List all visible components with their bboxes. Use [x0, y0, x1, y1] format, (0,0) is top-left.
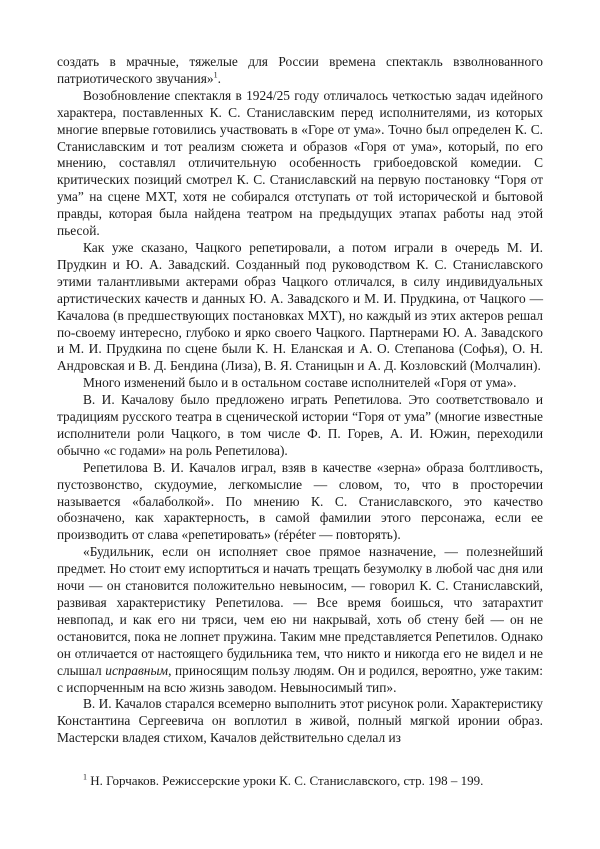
paragraph-kachalov-offer [57, 392, 543, 460]
paragraph-revival [57, 88, 543, 240]
text-run: В. И. Качалову было предложено играть Репетилова. Это соответствовало и традициям русского театра в сценической истории “Горя от ума” (многие известные исполнители роли Чацкого, в том числе Ф. П. Горев, А. И. Южин, переходили обычно «с годами» на роль Репетилова). [57, 392, 543, 458]
text-run: Много изменений было и в остальном составе исполнителей «Горя от ума». [83, 375, 517, 391]
paragraph-kachalov-role [57, 696, 543, 747]
text-run: «Будильник, если он исполняет свое прямое назначение, — полезнейший предмет. Но стоит ему испортиться и начать трещать безумолку в любой час дня или ночи — он становится положительно невыносим, — говорил К. С. Станиславский, развивая характеристику Репетилова. — Все время боишься, что затарахтит невпопад, и как его ни тряси, чем ею ни накрывай, хоть об стену бей — он не остановится, пока не лопнет пружина. Таким мне представляется Репетилов. Однако он отличается от настоящего будильника тем, что никто и никогда его не видел и не слышал [57, 544, 543, 678]
body-text [57, 54, 543, 747]
text-run: Как уже сказано, Чацкого репетировали, а потом играли в очередь М. И. Прудкин и Ю. А. Завадский. Созданный под руководством К. С. Станиславского этими талантливыми актерами образ Чацкого отличался, в силу индивидуальных артистических качеств и данных Ю. А. Завадского и М. И. Прудкина, от Чацкого — Качалова (в предшествующих постановках МХТ), но каждый из этих актеров решал по-своему интересно, глубоко и ярко своего Чацкого. Партнерами Ю. А. Завадского и М. И. Прудкина по сцене были К. Н. Еланская и А. О. Степанова (Софья), О. Н. Андровская и В. Д. Бендина (Лиза), В. Я. Станицын и А. Д. Козловский (Молчалин). [57, 239, 543, 374]
paragraph-continuation [57, 54, 543, 88]
text-run: Возобновление спектакля в 1924/25 году отличалось четкостью задач идейного характера, поставленных К. С. Станиславским перед исполнителями, из которых многие впервые готовились участвовать в «Горе от ума». Точно был определен К. С. Станиславским и тот реализм сюжета и образов «Горя от ума», который, по его мнению, составлял отличительную особенность грибоедовской комедии. С критических позиций смотрел К. С. Станиславский на первую постановку “Горя от ума” на сцене МХТ, хотя не собирался отступать от той исторической и бытовой правды, которая была найдена театром на предыдущих этапах работы над этой пьесой. [57, 87, 543, 239]
text-run: В. И. Качалов старался всемерно выполнить этот рисунок роли. Характеристику Константина Сергеевича он воплотил в живой, полный мягкой иронии образ. Мастерски владея стихом, Качалов действительно сделал из [57, 696, 543, 746]
text-run: , приносящим пользу людям. Он и родился, вероятно, уже таким: с испорченным на всю жизнь заводом. Невыносимый тип». [57, 662, 543, 695]
paragraph-alarm-clock-quote [57, 544, 543, 696]
paragraph-repetilov-grain [57, 460, 543, 545]
paragraph-other-cast [57, 375, 543, 392]
emphasis-text: исправным [105, 662, 169, 678]
text-run: Репетилова В. И. Качалов играл, взяв в качестве «зерна» образа болтливость, пустозвонство, скудоумие, легкомыслие — словом, то, что в просторечии называется «балаболкой». По мнению К. С. Станиславского, это качество обозначено, как характерность, в самой фамилии этого персонажа, если ее производить от слава «репетировать» (répéter — повторять). [57, 459, 543, 543]
text-run: создать в мрачные, тяжелые для России времена спектакль взволнованного патриотического звучания» [57, 54, 543, 86]
footnote-text: Н. Горчаков. Режиссерские уроки К. С. Станиславского, стр. 198 – 199. [87, 773, 484, 788]
footnote [57, 773, 543, 789]
text-run: . [217, 70, 221, 86]
footnote-ref: 1 [213, 70, 218, 80]
paragraph-chatsky-cast [57, 240, 543, 375]
footnote-mark: 1 [83, 772, 87, 782]
